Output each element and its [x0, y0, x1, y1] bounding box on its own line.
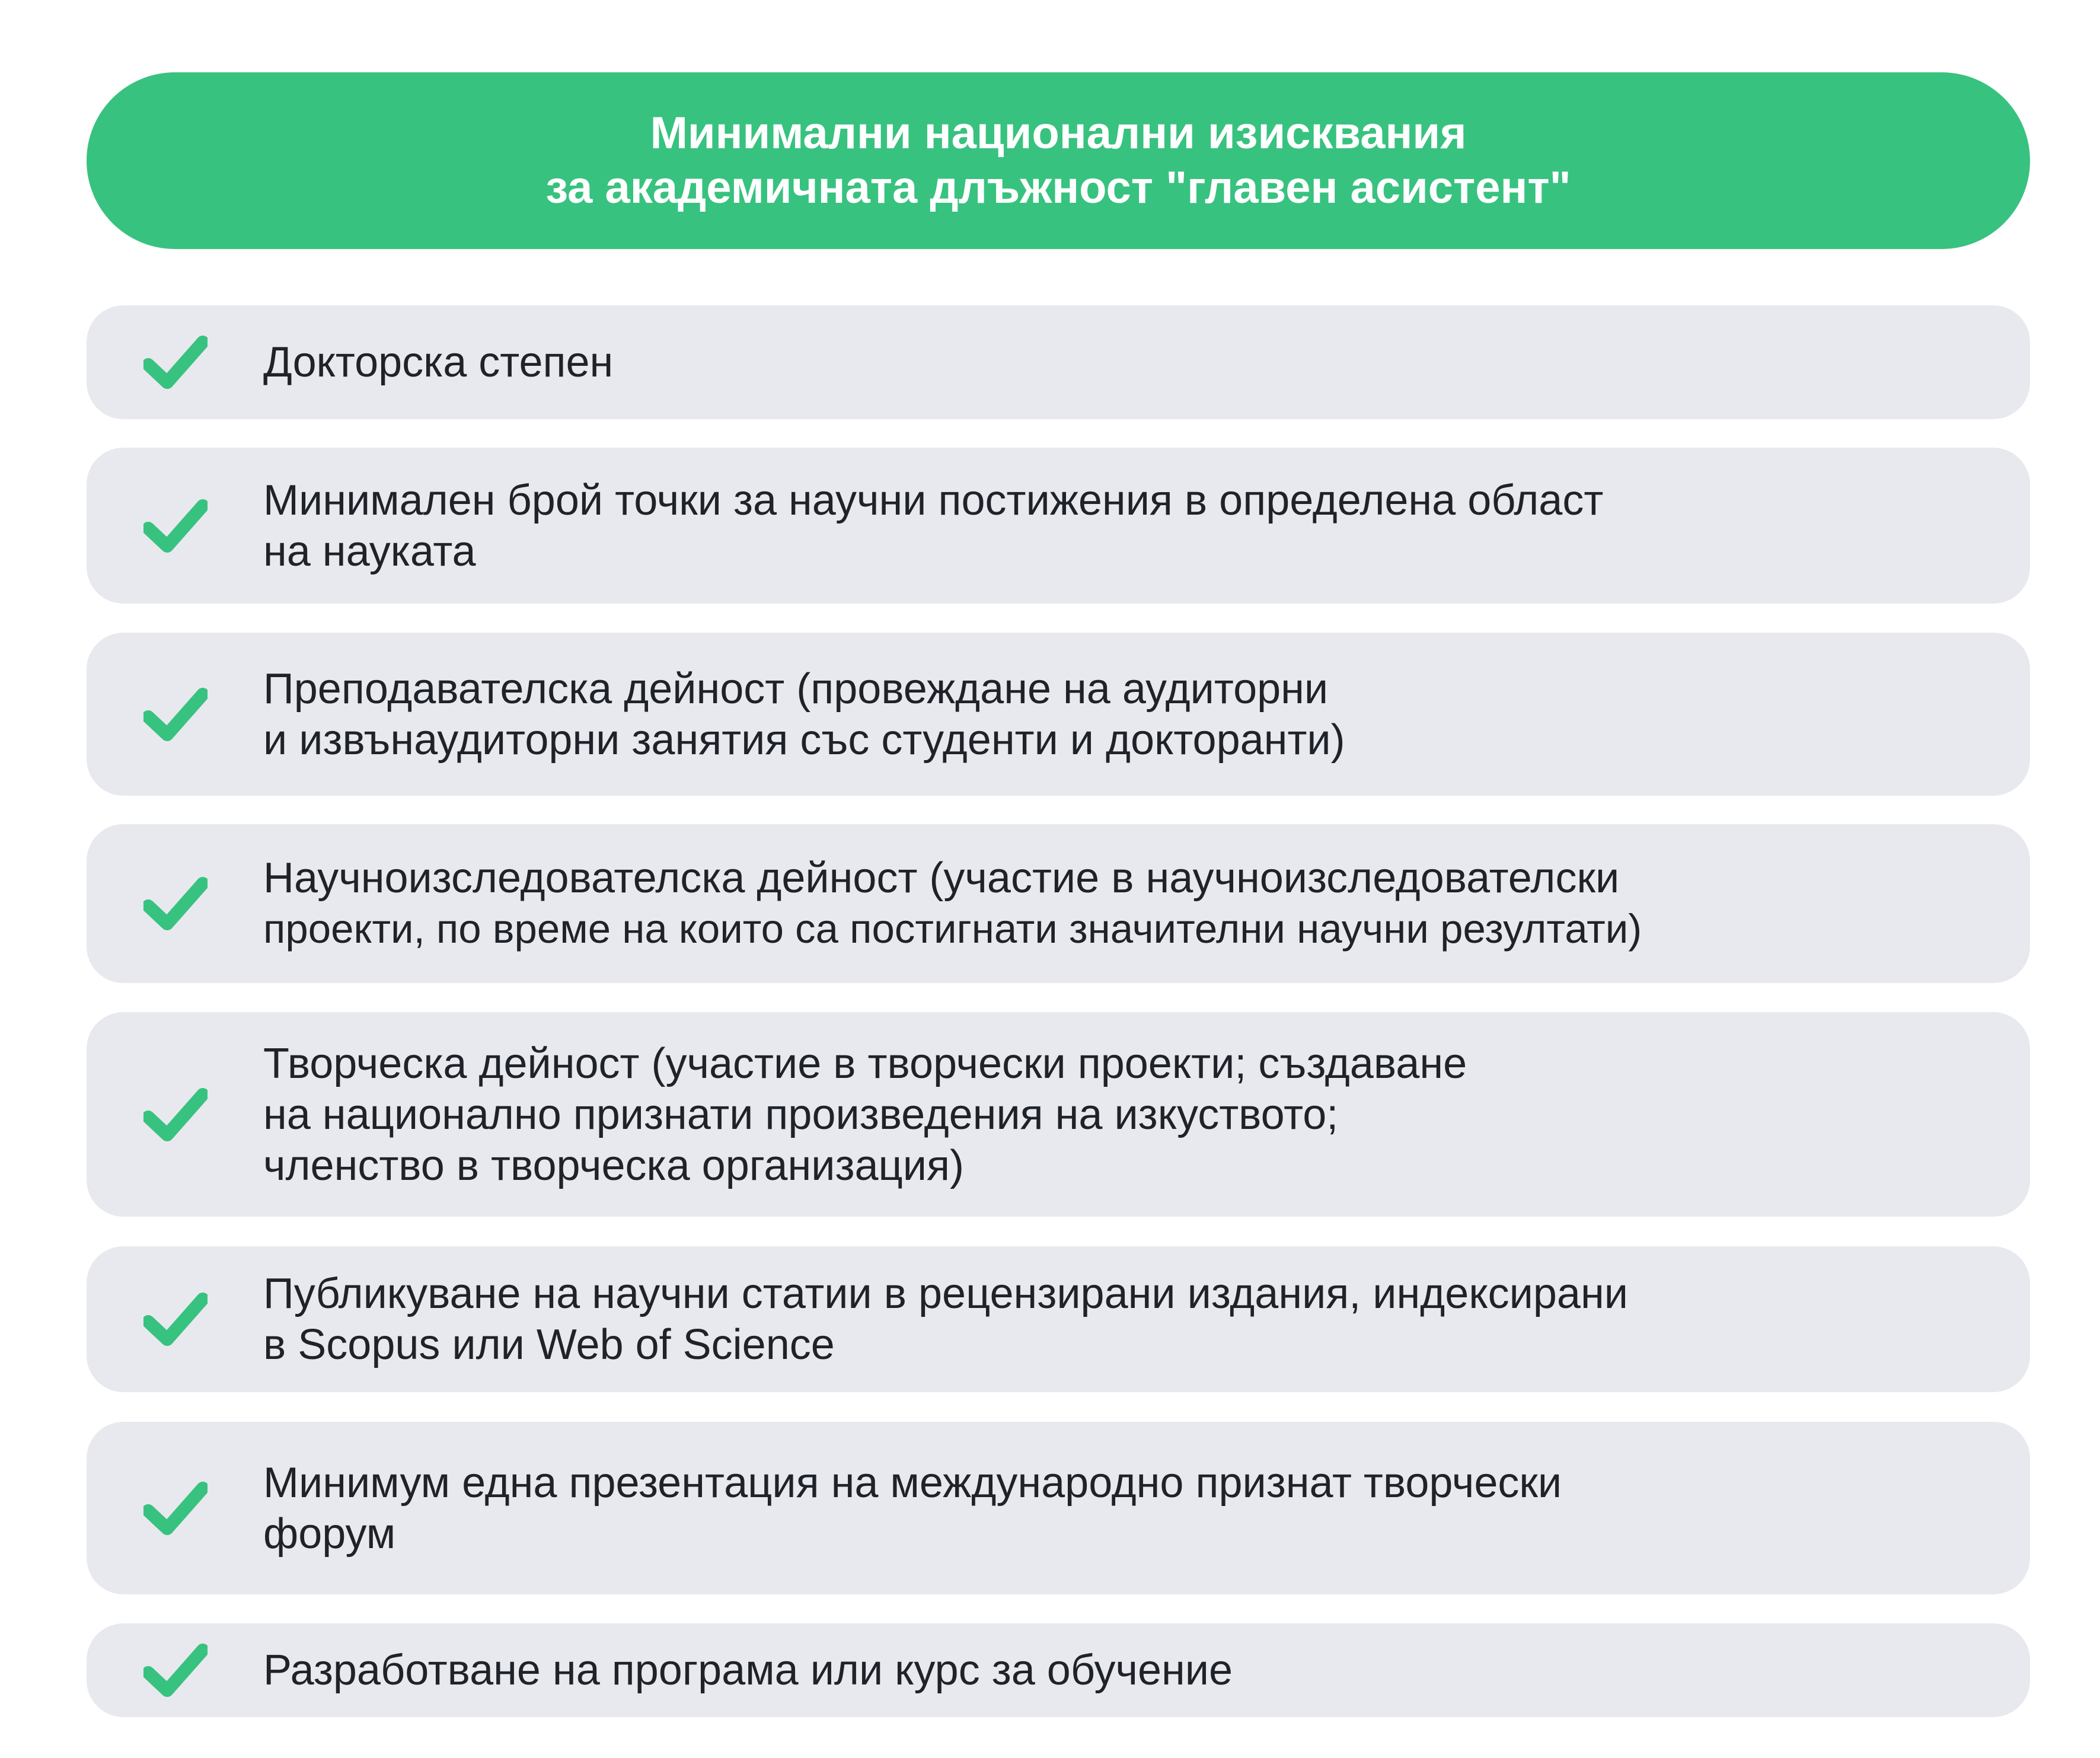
requirement-line: и извънаудиторни занятия със студенти и докторанти): [263, 716, 1345, 764]
check-icon: [143, 499, 208, 553]
requirement-item-7: [87, 1422, 2030, 1594]
requirement-line: проекти, по време на които са постигнати значителни научни резултати): [263, 906, 1642, 952]
check-icon: [143, 1481, 208, 1536]
header-banner: [87, 72, 2030, 249]
requirement-line: Минимум една презентация на международно признат творчески: [263, 1459, 1562, 1507]
requirement-item-6: [87, 1246, 2030, 1392]
check-icon: [143, 687, 208, 742]
requirement-line: в Scopus или Web of Science: [263, 1321, 835, 1368]
check-icon: [143, 1087, 208, 1142]
requirement-line: Докторска степен: [263, 339, 614, 386]
requirement-line: членство в творческа организация): [263, 1141, 964, 1189]
requirement-line: Минимален брой точки за научни постижения в определена област: [263, 476, 1604, 524]
requirement-item-1: [87, 305, 2030, 419]
requirement-text: [263, 663, 2006, 765]
requirement-line: Преподавателска дейност (провеждане на аудиторни: [263, 665, 1329, 713]
requirement-text: [263, 1457, 2006, 1559]
check-icon: [143, 1292, 208, 1347]
requirement-line: форум: [263, 1510, 396, 1558]
header-title-line-1: Минимални национални изисквания: [650, 108, 1467, 158]
requirement-line: на науката: [263, 527, 476, 575]
requirement-item-4: [87, 824, 2030, 983]
requirement-item-2: [87, 448, 2030, 604]
requirement-text: [263, 337, 2006, 388]
requirement-text: [263, 1645, 2006, 1696]
requirement-item-3: [87, 633, 2030, 796]
requirement-text: [263, 1038, 2006, 1191]
requirement-text: [263, 853, 2006, 955]
check-icon: [143, 1643, 208, 1698]
check-icon: [143, 335, 208, 390]
requirement-text: [263, 475, 2006, 577]
check-icon: [143, 876, 208, 931]
requirement-line: Творческа дейност (участие в творчески проекти; създаване: [263, 1039, 1467, 1087]
requirement-line: Разработване на програма или курс за обучение: [263, 1647, 1233, 1694]
requirement-text: [263, 1268, 2006, 1370]
header-title-line-2: за академичната длъжност "главен асистент": [545, 162, 1571, 213]
requirement-line: на национално признати произведения на изкуството;: [263, 1090, 1339, 1138]
requirement-item-8: [87, 1623, 2030, 1717]
requirement-line: Научноизследователска дейност (участие в научноизследователски: [263, 854, 1620, 902]
requirement-line: Публикуване на научни статии в рецензирани издания, индексирани: [263, 1270, 1628, 1317]
requirement-item-5: [87, 1012, 2030, 1217]
